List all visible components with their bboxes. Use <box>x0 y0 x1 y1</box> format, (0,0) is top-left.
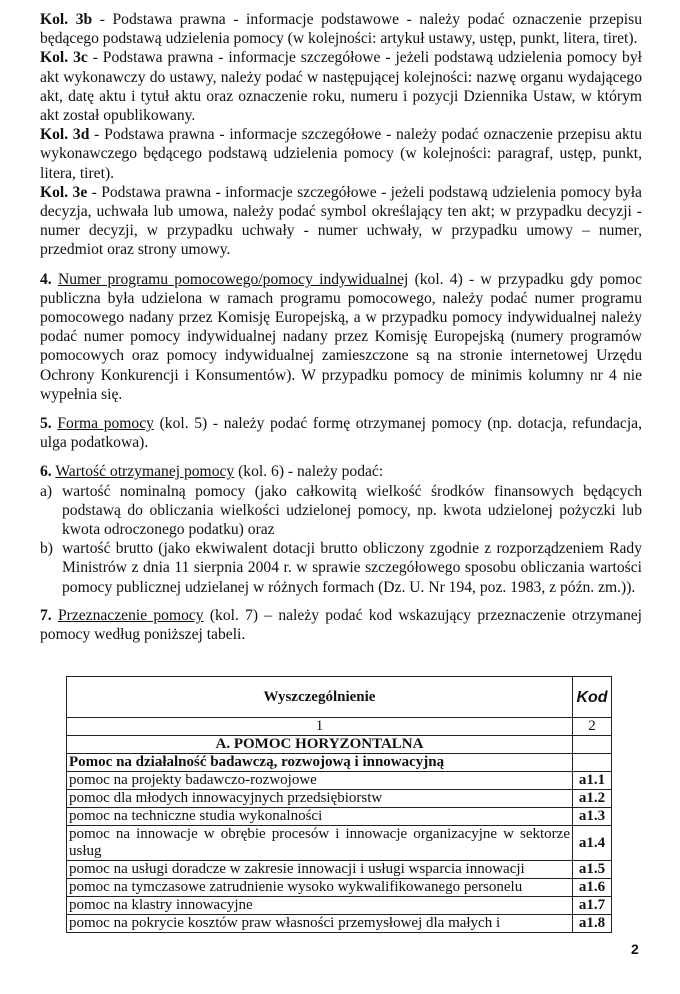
item-a-label: a) <box>40 482 53 500</box>
row-kod: a1.7 <box>573 897 612 915</box>
section-6-title: Wartość otrzymanej pomocy <box>55 463 235 481</box>
kol3d-text: - Podstawa prawna - informacje szczegółowe - należy podać oznaczenie przepisu aktu wykonawczego będącego podstawą udzielenia pomocy (w kolejności: paragraf, ustęp, punkt, litera, tiret). <box>40 126 642 182</box>
kol3c-label: Kol. 3c <box>40 49 88 67</box>
column-number-1: 1 <box>67 718 573 736</box>
table-header-row <box>67 677 612 718</box>
section-kod-cell <box>573 736 612 754</box>
purpose-code-table <box>66 676 612 933</box>
section-5-title: Forma pomocy <box>57 415 154 433</box>
section-4-number: 4. <box>40 270 52 288</box>
section-6-item-b <box>40 539 642 597</box>
row-kod: a1.3 <box>573 808 612 826</box>
section-7-title: Przeznaczenie pomocy <box>57 606 204 624</box>
kol3e-label: Kol. 3e <box>40 183 88 201</box>
kol3b-text: - Podstawa prawna - informacje podstawowe - należy podać oznaczenie przepisu będącego podstawą udzielenia pomocy (w kolejności: artykuł ustawy, ustęp, punkt, litera, tiret). <box>40 11 642 48</box>
section-6-text: (kol. 6) - należy podać: <box>234 463 384 481</box>
table-row <box>67 915 612 933</box>
kol3d-paragraph <box>40 125 642 183</box>
column-number-2: 2 <box>573 718 612 736</box>
kol3b-label: Kol. 3b <box>40 11 93 28</box>
section-5-paragraph <box>40 414 642 452</box>
kol3e-text: - Podstawa prawna - informacje szczegółowe - jeżeli podstawą udzielenia pomocy była decyzja, uchwała lub umowa, należy podać symbol określający ten akt; w przypadku decyzji - numer decyzji, w przypadku uchwały - numer uchwały, w przypadku umowy – numer, przedmiot oraz strony umowy. <box>40 183 642 259</box>
section-4-title: Numer programu pomocowego/pomocy indywidualnej <box>57 270 409 288</box>
table-section-row <box>67 736 612 754</box>
kol3c-text: - Podstawa prawna - informacje szczegółowe - jeżeli podstawą udzielenia pomocy był akt wykonawczy do ustawy, należy podać w następującej kolejności: nazwę organu wydającego akt, datę aktu i tytuł aktu oraz oznaczenie roku, numeru i pozycji Dziennika Ustaw, w którym akt został opublikowany. <box>40 49 642 125</box>
table-number-row <box>67 718 612 736</box>
item-b-text: wartość brutto (jako ekwiwalent dotacji brutto obliczony zgodnie z rozporządzeniem Rady Ministrów z dnia 11 sierpnia 2004 r. w sprawie szczegółowego sposobu obliczania wartości pomocy publicznej udzielanej w różnych formach (Dz. U. Nr 194, poz. 1983, z późn. zm.)). <box>62 540 642 596</box>
section-title-cell: A. POMOC HORYZONTALNA <box>67 736 573 754</box>
kol3b-paragraph <box>40 10 642 48</box>
item-b-label: b) <box>40 540 53 558</box>
kol3d-label: Kol. 3d <box>40 126 90 144</box>
row-kod: a1.5 <box>573 861 612 879</box>
row-name: pomoc na techniczne studia wykonalności <box>67 808 573 826</box>
table-row <box>67 879 612 897</box>
row-name: pomoc dla młodych innowacyjnych przedsiębiorstw <box>67 790 573 808</box>
section-7-number: 7. <box>40 606 52 624</box>
row-kod: a1.6 <box>573 879 612 897</box>
row-kod: a1.8 <box>573 915 612 933</box>
section-7-paragraph <box>40 606 642 644</box>
row-name: pomoc na pokrycie kosztów praw własności przemysłowej dla małych i <box>67 915 573 933</box>
section-6-paragraph <box>40 462 642 481</box>
section-7-text: (kol. 7) – należy podać kod wskazujący przeznaczenie otrzymanej pomocy według poniższej tabeli. <box>40 606 642 644</box>
document-body <box>40 10 642 644</box>
table-row <box>67 808 612 826</box>
section-5-text: (kol. 5) - należy podać formę otrzymanej pomocy (np. dotacja, refundacja, ulga podatkowa). <box>40 415 642 452</box>
section-4-paragraph <box>40 270 642 404</box>
row-name: pomoc na projekty badawczo-rozwojowe <box>67 772 573 790</box>
table-row <box>67 826 612 861</box>
row-name: pomoc na tymczasowe zatrudnienie wysoko wykwalifikowanego personelu <box>67 879 573 897</box>
page-number: 2 <box>631 941 639 957</box>
row-name: pomoc na innowacje w obrębie procesów i innowacje organizacyjne w sektorze usług <box>67 826 573 861</box>
row-kod: a1.4 <box>573 826 612 861</box>
section-4-text: (kol. 4) - w przypadku gdy pomoc publiczna była udzielona w ramach programu pomocowego, należy podać numer programu pomocowego nadany przez Komisję Europejską, a w przypadku pomocy indywidualnej należy podać numer pomocy indywidualnej nadany przez Komisję Europejską (numery programów pomocowych oraz pomocy indywidualnej zamieszczone są na stronie internetowej Urzędu Ochrony Konkurencji i Konsumentów). W przypadku pomocy de minimis kolumny nr 4 nie wypełnia się. <box>40 270 643 403</box>
row-kod: a1.2 <box>573 790 612 808</box>
table-row <box>67 897 612 915</box>
row-name: pomoc na usługi doradcze w zakresie innowacji i usługi wsparcia innowacji <box>67 861 573 879</box>
table-row <box>67 861 612 879</box>
table-subsection-row <box>67 754 612 772</box>
row-name: pomoc na klastry innowacyjne <box>67 897 573 915</box>
section-5-number: 5. <box>40 415 52 433</box>
subsection-title-cell: Pomoc na działalność badawczą, rozwojową i innowacyjną <box>67 754 573 772</box>
section-6-item-a <box>40 482 642 540</box>
table-row <box>67 790 612 808</box>
item-a-text: wartość nominalną pomocy (jako całkowitą wielkość środków finansowych będących podstawą do obliczania wielkości udzielonej pomocy, np. kwota udzielonej pożyczki lub kwota odroczonego podatku) oraz <box>62 482 642 539</box>
table-row <box>67 772 612 790</box>
section-6-number: 6. <box>40 463 52 481</box>
header-name-cell: Wyszczególnienie <box>67 677 573 718</box>
kol3e-paragraph <box>40 183 642 260</box>
subsection-kod-cell <box>573 754 612 772</box>
row-kod: a1.1 <box>573 772 612 790</box>
kol3c-paragraph <box>40 48 642 125</box>
header-kod-cell: Kod <box>573 677 612 718</box>
